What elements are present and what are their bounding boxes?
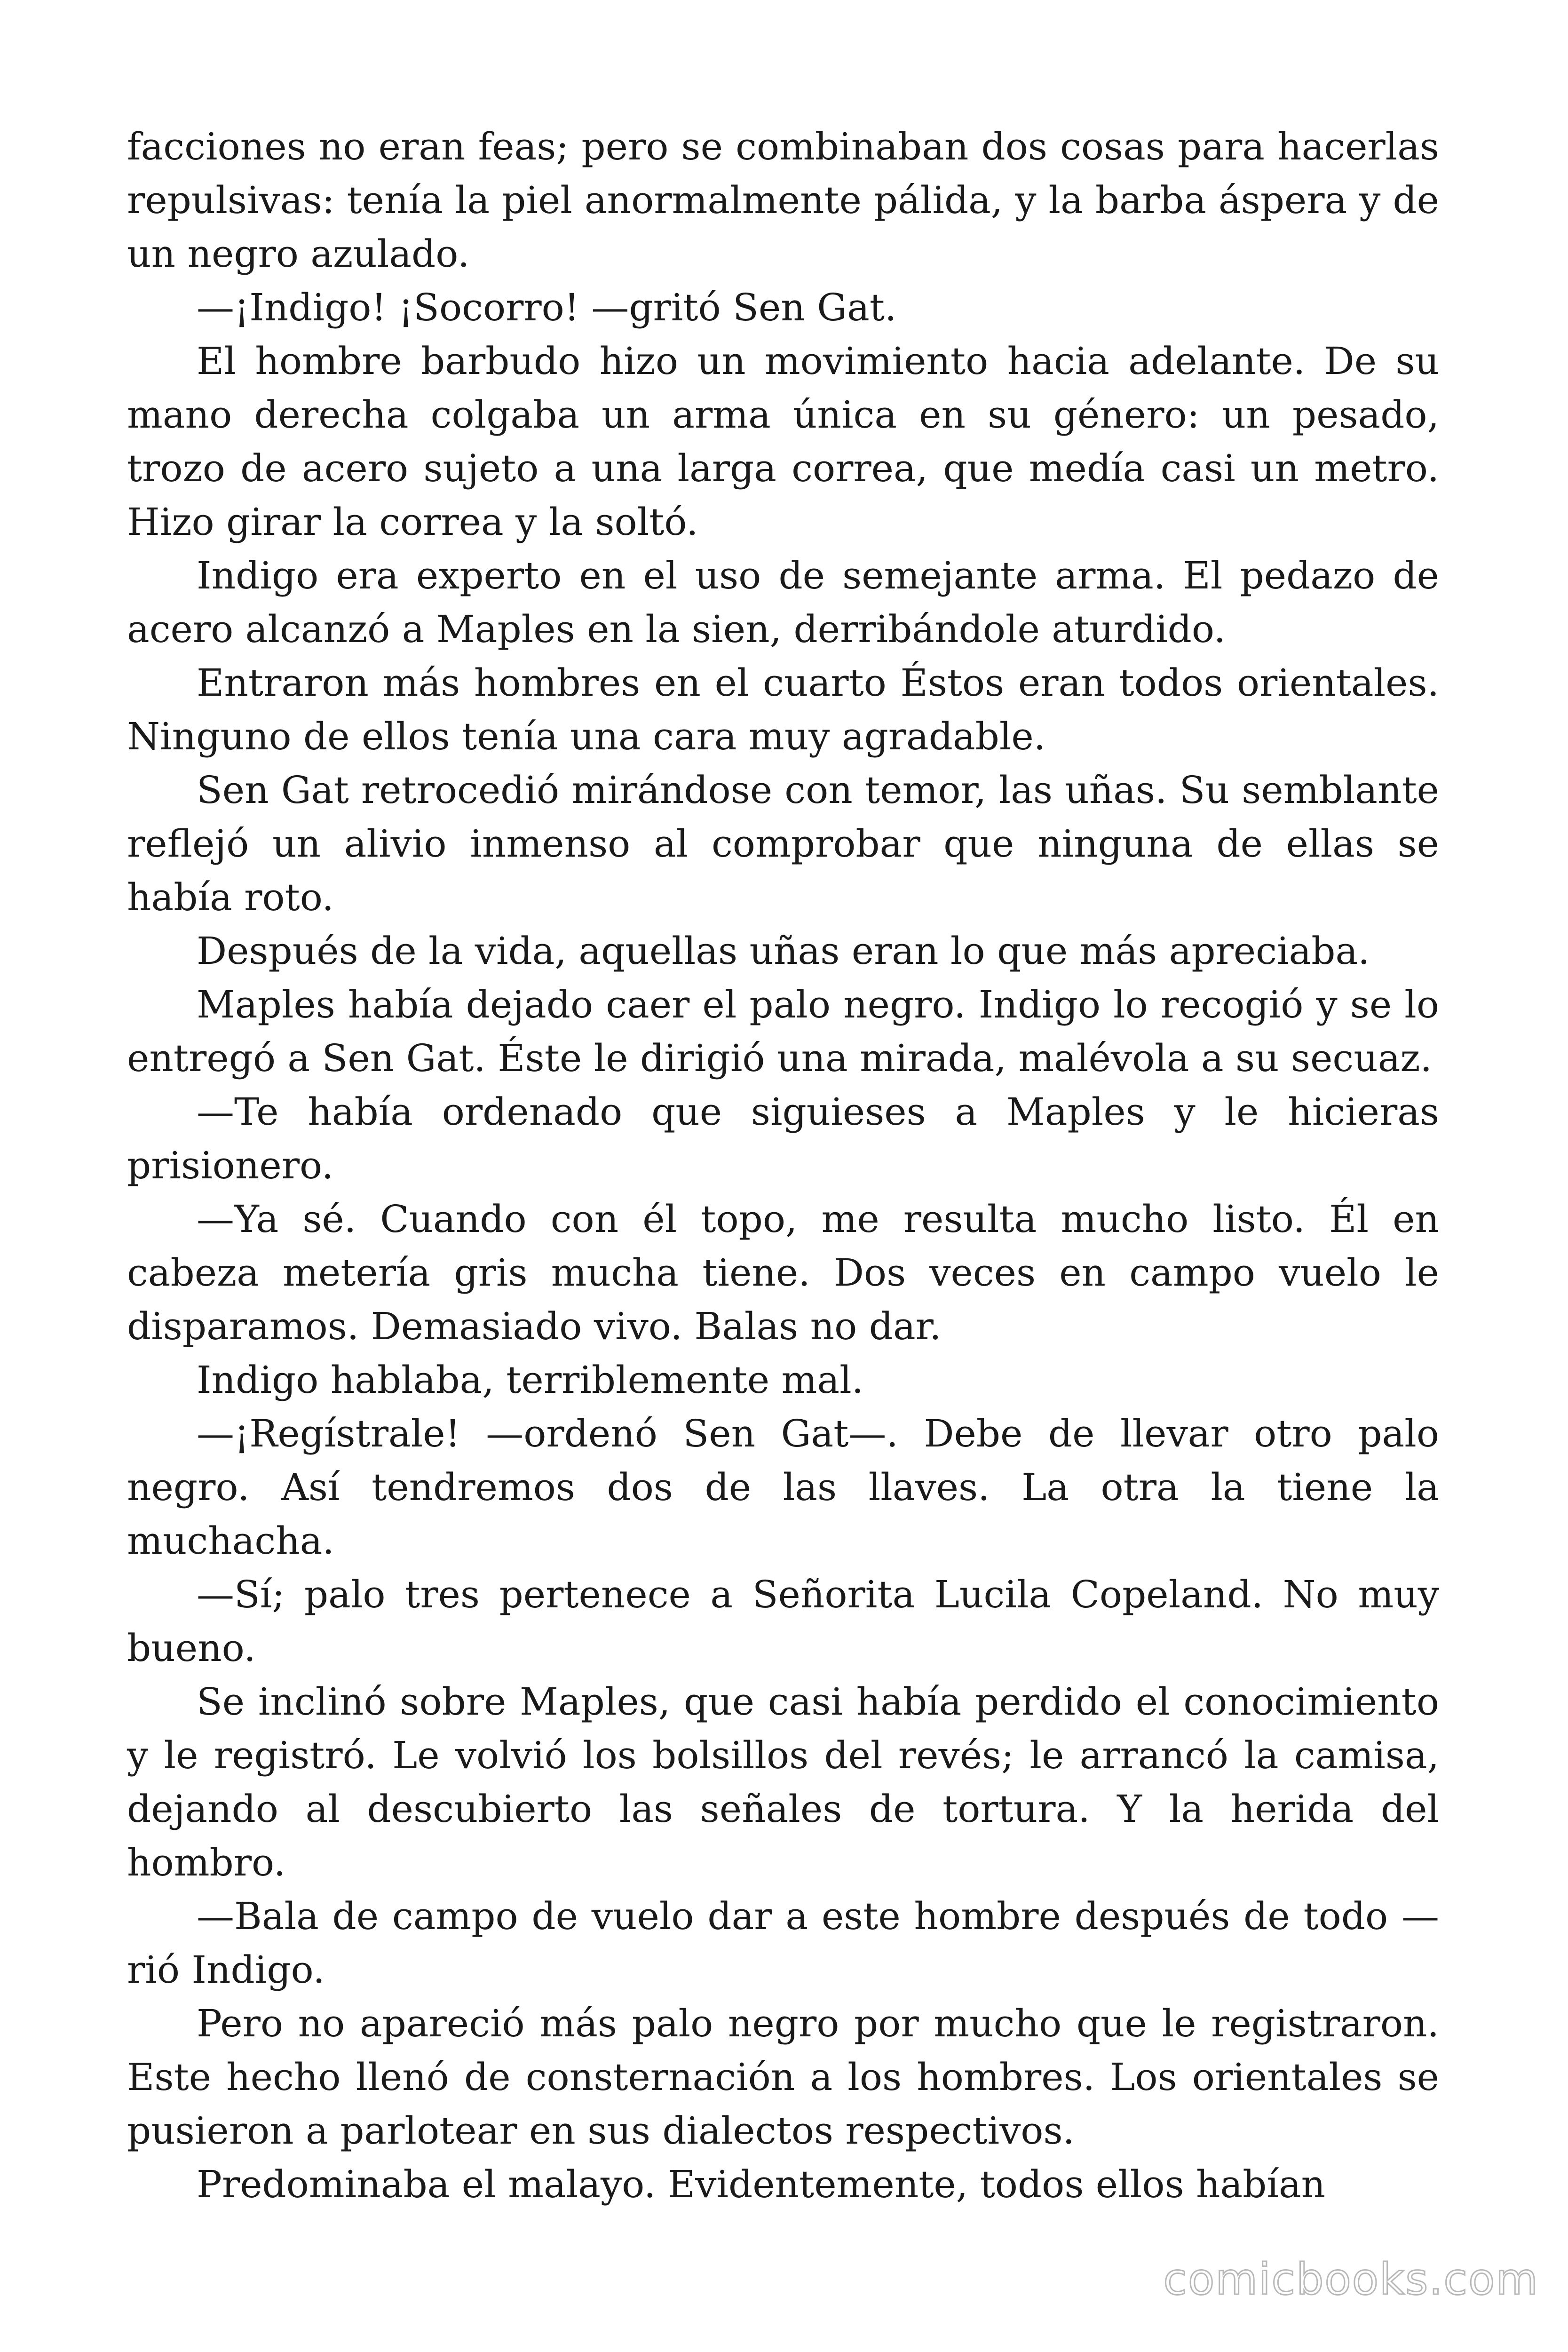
paragraph: —¡Indigo! ¡Socorro! —gritó Sen Gat. xyxy=(197,286,897,329)
paragraph: —¡Regístrale! —ordenó Sen Gat—. Debe de llevar otro palo negro. Así tendremos dos de las llaves. La otra la tiene la muchacha. xyxy=(127,1412,1439,1563)
paragraph: —Sí; palo tres pertenece a Señorita Lucila Copeland. No muy bueno. xyxy=(127,1573,1439,1670)
watermark: comicbooks.com xyxy=(1163,2254,1539,2304)
paragraph: Se inclinó sobre Maples, que casi había perdido el conocimiento y le registró. Le volvió los bolsillos del revés; le arrancó la camisa, dejando al descubierto las señales de tortura. Y la herida del hombro. xyxy=(127,1680,1439,1884)
paragraph: Entraron más hombres en el cuarto Éstos eran todos orientales. Ninguno de ellos tenía una cara muy agradable. xyxy=(127,661,1439,758)
paragraph: facciones no eran feas; pero se combinaban dos cosas para hacerlas repulsivas: tenía la piel anormalmente pálida, y la barba áspera y de un negro azulado. xyxy=(127,125,1439,276)
paragraph: Sen Gat retrocedió mirándose con temor, las uñas. Su semblante reflejó un alivio inmenso al comprobar que ninguna de ellas se había roto. xyxy=(127,768,1439,919)
paragraph: —Bala de campo de vuelo dar a este hombre después de todo —rió Indigo. xyxy=(127,1894,1439,1992)
paragraph: Maples había dejado caer el palo negro. Indigo lo recogió y se lo entregó a Sen Gat. Éste le dirigió una mirada, malévola a su secuaz. xyxy=(127,983,1439,1080)
paragraph: El hombre barbudo hizo un movimiento hacia adelante. De su mano derecha colgaba un arma única en su género: un pesado, trozo de acero sujeto a una larga correa, que medía casi un metro. Hizo girar la correa y la soltó. xyxy=(127,339,1439,544)
paragraph: Después de la vida, aquellas uñas eran lo que más apreciaba. xyxy=(197,929,1370,973)
paragraph: Indigo hablaba, terriblemente mal. xyxy=(197,1358,864,1402)
body-text xyxy=(127,120,1439,2211)
paragraph: Indigo era experto en el uso de semejante arma. El pedazo de acero alcanzó a Maples en la sien, derribándole aturdido. xyxy=(127,554,1439,651)
paragraph: Pero no apareció más palo negro por mucho que le registraron. Este hecho llenó de consternación a los hombres. Los orientales se pusieron a parlotear en sus dialectos respectivos. xyxy=(127,2002,1439,2153)
paragraph: —Ya sé. Cuando con él topo, me resulta mucho listo. Él en cabeza metería gris mucha tiene. Dos veces en campo vuelo le disparamos. Demasiado vivo. Balas no dar. xyxy=(127,1197,1439,1348)
paragraph: Predominaba el malayo. Evidentemente, todos ellos habían xyxy=(197,2162,1326,2206)
paragraph: —Te había ordenado que siguieses a Maples y le hicieras prisionero. xyxy=(127,1090,1439,1187)
